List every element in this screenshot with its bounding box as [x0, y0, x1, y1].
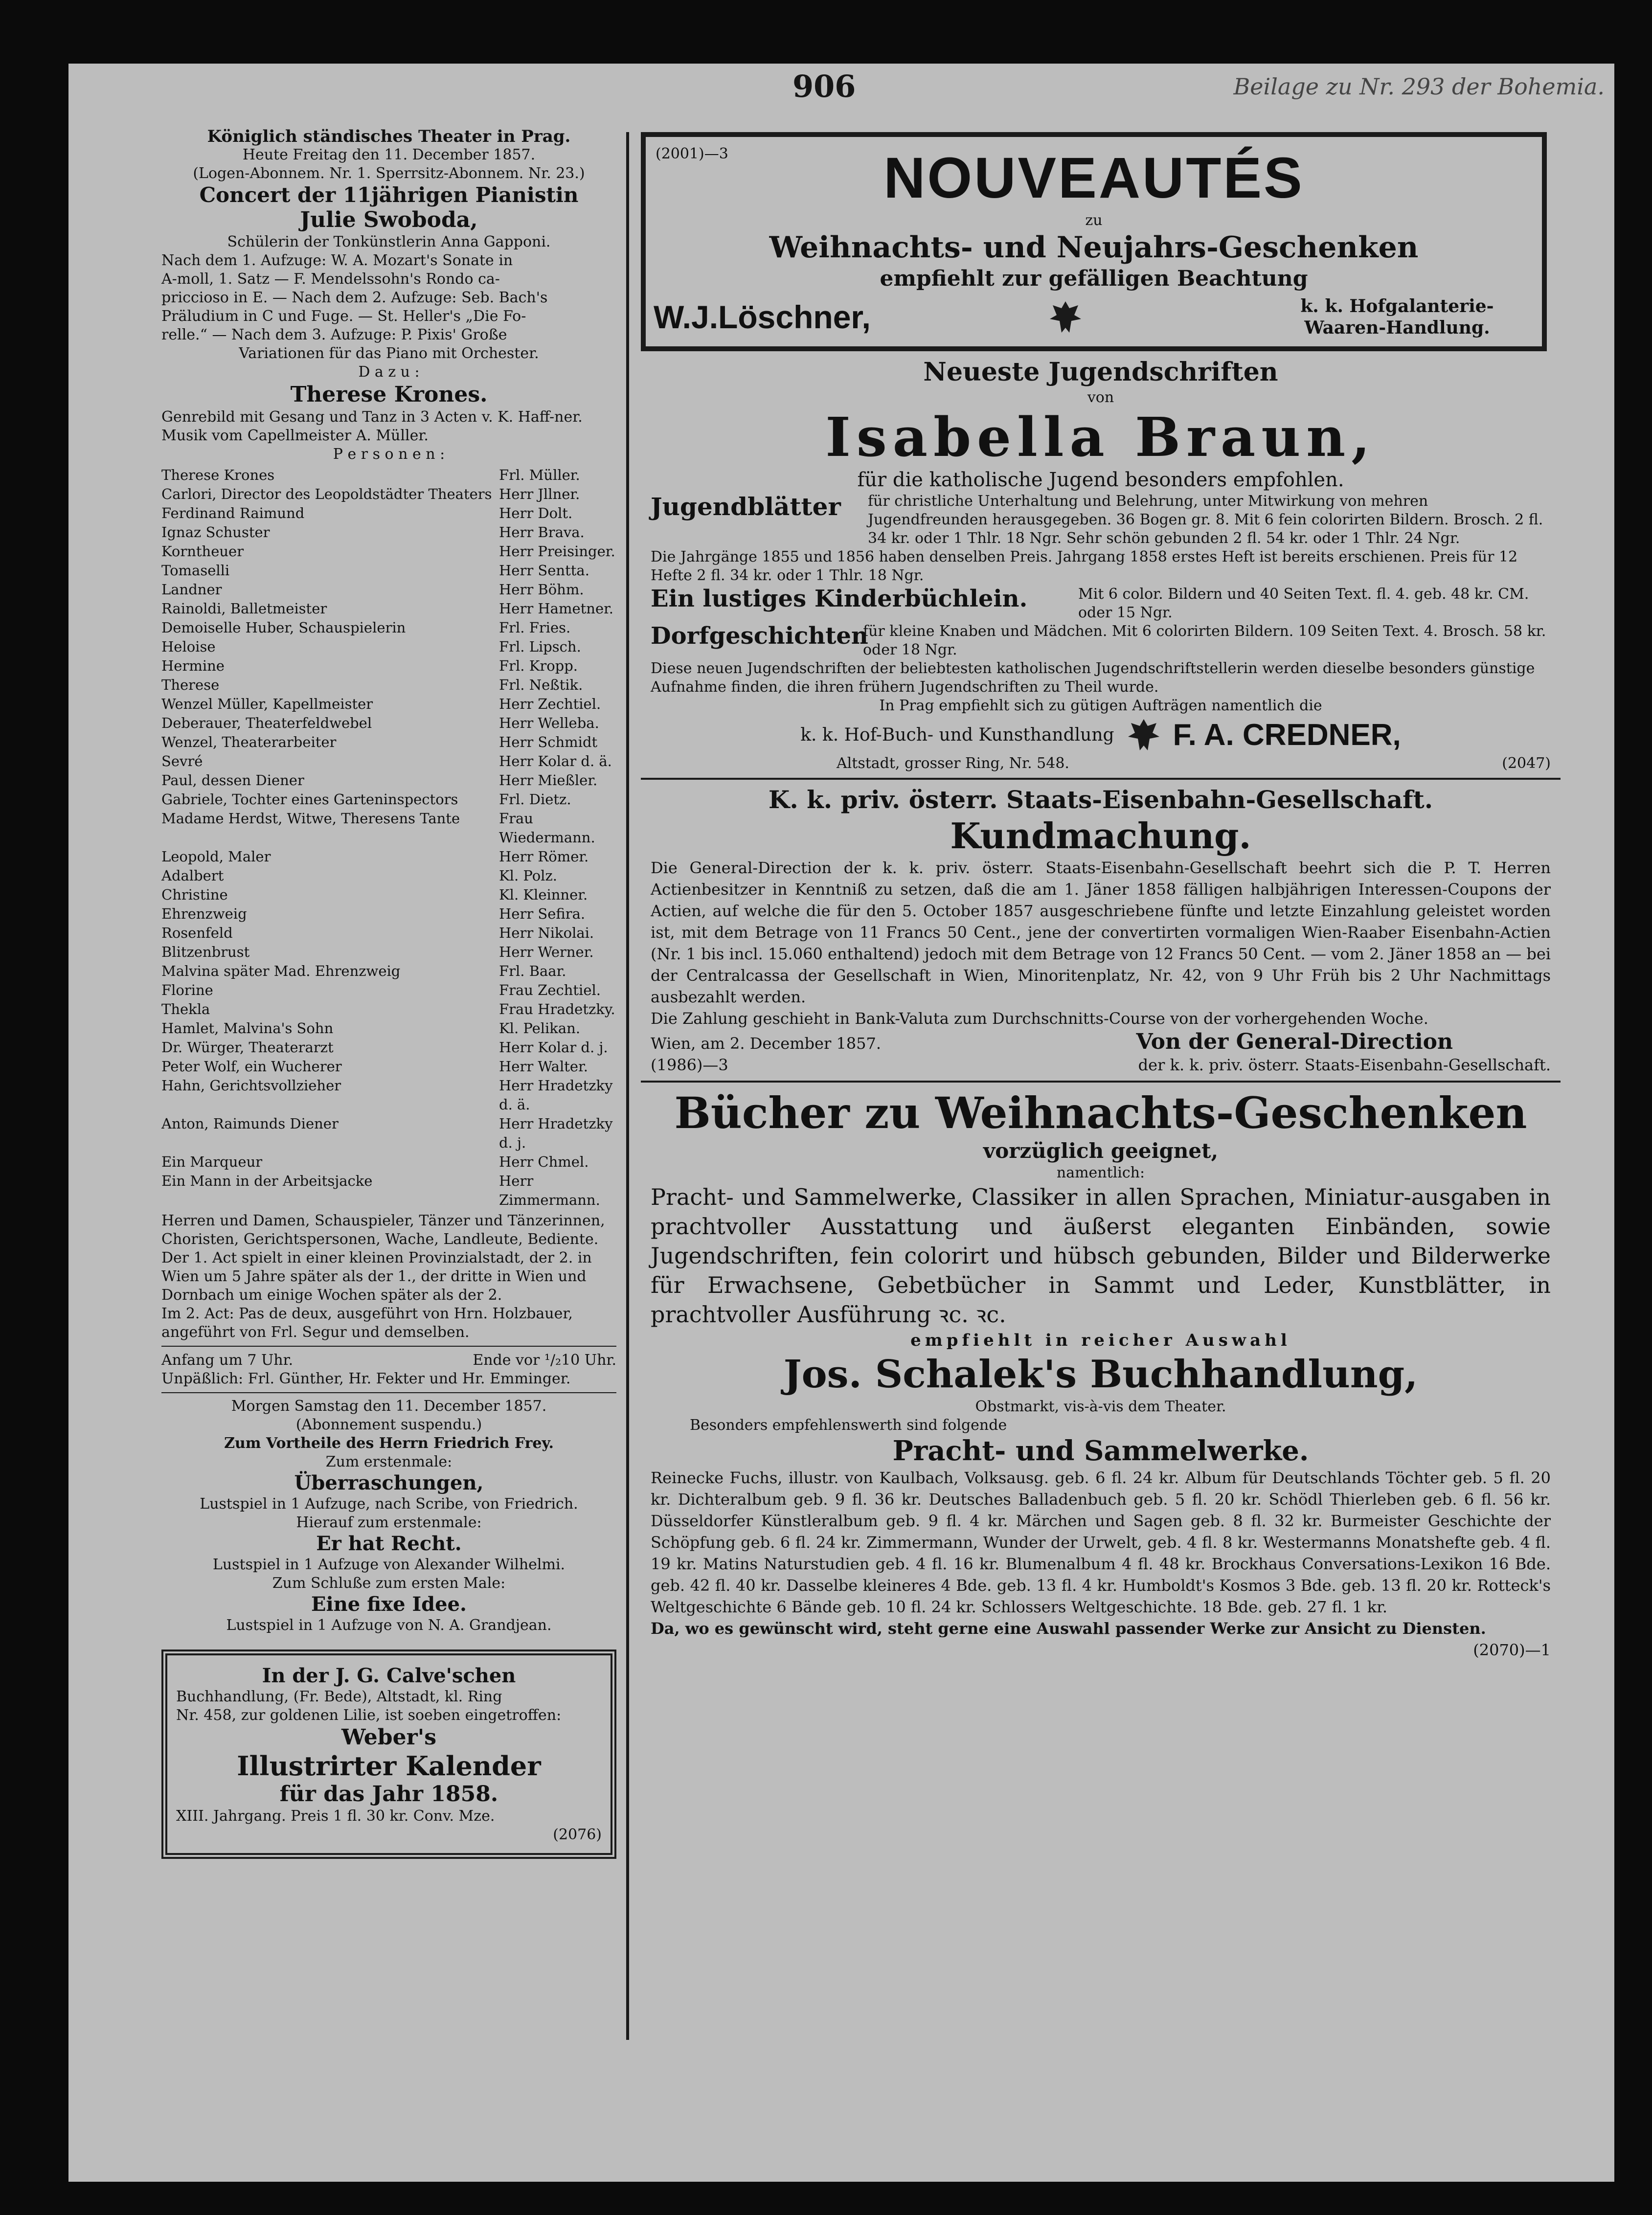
- calve-title2: Illustrirter Kalender: [237, 1750, 541, 1782]
- railway-signature2: der k. k. priv. österr. Staats-Eisenbahn-Gesellschaft.: [1138, 1056, 1551, 1074]
- program-line: relle.“ — Nach dem 3. Aufzuge: P. Pixis' Große: [161, 326, 507, 343]
- cast-row: [161, 580, 616, 599]
- nouveautes-subtitle: Weihnachts- und Neujahrs-Geschenken: [769, 230, 1419, 265]
- nouveautes-number: (2001)—3: [656, 145, 728, 162]
- cast-role: Carlori, Director des Leopoldstädter Theaters: [161, 486, 492, 502]
- books-list: Reinecke Fuchs, illustr. von Kaulbach, Volksausg. geb. 6 fl. 24 kr. Album für Deutschlands Töchter geb. 5 fl. 20 kr. Dichteralbum geb. 9 fl. 36 kr. Deutsches Balladenbuch geb. 5 fl. 20 kr. Schödl Thierleben geb. 6 fl. 56 kr. Düsseldorfer Künstleralbum geb. 9 fl. 4 kr. Märchen und Sagen geb. 8 fl. 32 kr. Burmeister Geschichte der Schöpfung geb. 6 fl. 24 kr. Zimmermann, Wunder der Urwelt, geb. 4 fl. 8 kr. Westermanns Monatshefte geb. 4 fl. 19 kr. Matins Naturstudien geb. 4 fl. 16 kr. Blumenalbum 4 fl. 48 kr. Brockhaus Conversations-Lexikon 16 Bde. geb. 42 fl. 40 kr. Dasselbe kleineres 4 Bde. geb. 13 fl. 4 kr. Humboldt's Kosmos 3 Bde. geb. 13 fl. 20 kr. Rotteck's Weltgeschichte 6 Bände geb. 10 fl. 24 kr. Schlossers Weltgeschichte. 18 Bde. geb. 27 fl. 1 kr.: [651, 1469, 1551, 1616]
- cast-actor: Herr Sentta.: [499, 562, 589, 579]
- cast-row: [161, 981, 616, 1000]
- cast-role: Ein Mann in der Arbeitsjacke: [161, 1173, 373, 1189]
- first-time-label: Zum erstenmale:: [325, 1453, 453, 1470]
- cast-role: Paul, dessen Diener: [161, 772, 304, 789]
- cast-role: Korntheuer: [161, 543, 244, 560]
- divider: [641, 1081, 1561, 1083]
- cast-role: Dr. Würger, Theaterarzt: [161, 1039, 334, 1056]
- cast-row: [161, 695, 616, 714]
- program-line: priccioso in E. — Nach dem 2. Aufzuge: Seb. Bach's: [161, 289, 548, 306]
- cast-role: Peter Wolf, ein Wucherer: [161, 1058, 342, 1075]
- cast-row: [161, 924, 616, 943]
- railway-number: (1986)—3: [651, 1056, 728, 1074]
- cast-actor: Frl. Lipsch.: [499, 638, 581, 655]
- concert-program: [161, 251, 616, 363]
- cast-row: [161, 733, 616, 752]
- cast-row: [161, 676, 616, 695]
- cast-role: Leopold, Maler: [161, 848, 271, 865]
- books-especially: Besonders empfehlenswerth sind folgende: [690, 1417, 1007, 1434]
- nouveautes-advert: [641, 132, 1547, 351]
- cast-actor: Frau Wiedermann.: [499, 810, 595, 846]
- concert-heading: Concert der 11jährigen Pianistin: [199, 183, 579, 207]
- cast-row: [161, 1172, 616, 1210]
- theater-subscription: (Logen-Abonnem. Nr. 1. Sperrsitz-Abonnem. Nr. 23.): [193, 165, 585, 182]
- cast-role: Therese Krones: [161, 467, 275, 483]
- books-footer: Da, wo es gewünscht wird, steht gerne eine Auswahl passender Werke zur Ansicht zu Diensten.: [651, 1619, 1486, 1638]
- kinderbuechlein-title: Ein lustiges Kinderbüchlein.: [651, 585, 1028, 612]
- cast-row: [161, 790, 616, 809]
- braun-advert: [641, 356, 1561, 773]
- railway-body: Die General-Direction der k. k. priv. österr. Staats-Eisenbahn-Gesellschaft beehrt sich die P. T. Herren Actienbesitzer in Kenntniß zu setzen, daß die am 1. Jäner 1858 fälligen halbjährigen Interessen-Coupons der Actien, auf welche die für den 5. October 1857 ausgeschriebene fünfte und letzte Einzahlung geleistet worden ist, mit dem Betrage von 11 Francs 50 Cent., jene der convertirten vormaligen Wien-Raaber Eisenbahn-Actien (Nr. 1 bis incl. 15.060 enthaltend) jedoch mit dem Betrage von 12 Francs 50 Cent. — vom 2. Jäner 1858 an — bei der Centralcassa der Gesellschaft in Wien, Minoritenplatz, Nr. 42, von 9 Uhr Früh bis 2 Uhr Nachmittags ausbezahlt werden.: [651, 859, 1551, 1006]
- dorfgeschichten-desc: für kleine Knaben und Mädchen. Mit 6 colorirten Bildern. 109 Seiten Text. 4. Brosch. 58 kr. oder 18 Ngr.: [863, 623, 1546, 658]
- theater-column: [161, 127, 616, 2035]
- braun-von: von: [1087, 389, 1114, 406]
- braun-heading: Neueste Jugendschriften: [923, 357, 1278, 387]
- braun-prag: In Prag empfiehlt sich zu gütigen Aufträgen namentlich die: [879, 697, 1322, 714]
- zu-label: zu: [1085, 212, 1103, 229]
- cast-actor: Herr Jllner.: [499, 486, 580, 502]
- cast-actor: Herr Mießler.: [499, 772, 598, 789]
- play1-desc: Lustspiel in 1 Aufzuge, nach Scribe, von Friedrich.: [200, 1495, 578, 1513]
- cast-row: [161, 771, 616, 790]
- cast-role: Ferdinand Raimund: [161, 505, 305, 521]
- play2-title: Er hat Recht.: [316, 1532, 462, 1555]
- calve-line1: In der J. G. Calve'schen: [262, 1664, 516, 1687]
- cast-actor: Herr Zechtiel.: [499, 696, 601, 712]
- books-recommend: empfiehlt in reicher Auswahl: [910, 1331, 1291, 1350]
- cast-row: [161, 752, 616, 771]
- jugendblaetter-desc: für christliche Unterhaltung und Belehrung, unter Mitwirkung von mehren Jugendfreunden herausgegeben. 36 Bogen gr. 8. Mit 6 fein colorirten Bildern. Brosch. 2 fl. 34 kr. oder 1 Thlr. 18 Ngr. Sehr schön gebunden 2 fl. 54 kr. oder 1 Thlr. 24 Ngr.: [868, 493, 1543, 547]
- cast-row: [161, 809, 616, 847]
- program-line: A-moll, 1. Satz — F. Mendelssohn's Rondo ca-: [161, 271, 500, 288]
- cast-row: [161, 599, 616, 618]
- cast-role: Christine: [161, 886, 228, 903]
- cast-row: [161, 866, 616, 885]
- cast-actor: Frl. Kropp.: [499, 657, 578, 674]
- cast-actor: Herr Hametner.: [499, 600, 614, 617]
- play1-title: Überraschungen,: [294, 1471, 484, 1494]
- cast-row: [161, 1076, 616, 1114]
- cast-row: [161, 504, 616, 523]
- cast-row: [161, 1000, 616, 1019]
- cast-row: [161, 904, 616, 924]
- play-title: Therese Krones.: [290, 382, 488, 407]
- cast-role: Demoiselle Huber, Schauspielerin: [161, 619, 406, 636]
- cast-role: Wenzel, Theaterarbeiter: [161, 734, 337, 750]
- act2-line: Im 2. Act: Pas de deux, ausgeführt von Hrn. Holzbauer, angeführt von Frl. Segur und demselben.: [161, 1305, 573, 1341]
- cast-row: [161, 561, 616, 580]
- cast-role: Gabriele, Tochter eines Garteninspectors: [161, 791, 458, 808]
- then-label: Hierauf zum erstenmale:: [296, 1514, 482, 1531]
- cast-actor: Herr Chmel.: [499, 1153, 589, 1170]
- cast-role: Anton, Raimunds Diener: [161, 1115, 339, 1132]
- calve-line3: Nr. 458, zur goldenen Lilie, ist soeben eingetroffen:: [176, 1707, 562, 1724]
- loeschner-row: [654, 295, 1534, 339]
- books-paragraph: Pracht- und Sammelwerke, Classiker in allen Sprachen, Miniatur-ausgaben in prachtvoller Ausstattung und äußerst eleganten Einbänden, sowie Jugendschriften, fein colorirt und hübsch gebunden, Bilder und Bilderwerke für Erwachsene, Gebetbücher in Sammt und Leder, Kunstblätter, in prachtvoller Ausführung ꝛc. ꝛc.: [651, 1184, 1551, 1328]
- program-line: Variationen für das Piano mit Orchester.: [239, 345, 539, 362]
- braun-author: Isabella Braun,: [825, 406, 1376, 469]
- cast-actor: Herr Römer.: [499, 848, 589, 865]
- cast-actor: Herr Werner.: [499, 944, 594, 960]
- railway-signature: Von der General-Direction: [1136, 1029, 1453, 1054]
- jugendblaetter-title: Jugendblätter: [651, 492, 841, 521]
- play-description: Genrebild mit Gesang und Tanz in 3 Acten v. K. Haff-ner. Musik vom Capellmeister A. Müller.: [161, 408, 583, 444]
- railway-sign-row2: [651, 1054, 1551, 1076]
- railway-date: Wien, am 2. December 1857.: [651, 1034, 882, 1053]
- calve-title3: für das Jahr 1858.: [279, 1782, 498, 1807]
- divider: [161, 1346, 616, 1347]
- cast-role: Hermine: [161, 657, 225, 674]
- calve-foot: XIII. Jahrgang. Preis 1 fl. 30 kr. Conv. Mze.: [176, 1808, 495, 1825]
- credner-address-row: [651, 754, 1551, 773]
- ill-line: Unpäßlich: Frl. Günther, Hr. Fekter und Hr. Emminger.: [161, 1370, 571, 1387]
- cast-role: Madame Herdst, Witwe, Theresens Tante: [161, 810, 460, 827]
- play2-desc: Lustspiel in 1 Aufzuge von Alexander Wilhelmi.: [212, 1556, 566, 1573]
- column-rule: [626, 132, 629, 2040]
- cast-role: Hahn, Gerichtsvollzieher: [161, 1077, 341, 1094]
- credner-number: (2047): [1502, 755, 1551, 772]
- play3-title: Eine fixe Idee.: [311, 1593, 467, 1616]
- cast-role: Blitzenbrust: [161, 944, 250, 960]
- dorfgeschichten-title: Dorfgeschichten: [651, 622, 868, 650]
- railway-advert: [641, 785, 1561, 1076]
- kinderbuechlein-item: [651, 585, 1551, 622]
- cast-row: [161, 1114, 616, 1153]
- credner-shop: k. k. Hof-Buch- und Kunsthandlung: [800, 724, 1114, 745]
- cast-actor: Frl. Neßtik.: [499, 677, 583, 693]
- program-line: Nach dem 1. Aufzuge: W. A. Mozart's Sonate in: [161, 252, 513, 269]
- cast-actor: Herr Welleba.: [499, 715, 599, 731]
- braun-note: Diese neuen Jugendschriften der beliebtesten katholischen Jugendschriftstellerin werden dieselbe besonders günstige Aufnahme finden, die ihren frühern Jugendschriften zu Theil wurde.: [651, 660, 1535, 696]
- cast-actor: Herr Preisinger.: [499, 543, 615, 560]
- cast-actor: Herr Böhm.: [499, 581, 584, 598]
- cast-role: Therese: [161, 677, 220, 693]
- cast-list: [161, 466, 616, 1210]
- cast-row: [161, 1057, 616, 1076]
- cast-role: Ein Marqueur: [161, 1153, 263, 1170]
- running-title: Beilage zu Nr. 293 der Bohemia.: [1233, 73, 1605, 100]
- cast-actor: Herr Nikolai.: [499, 925, 594, 941]
- setting-line: Der 1. Act spielt in einer kleinen Provinzialstadt, der 2. in Wien um 5 Jahre später als der 1., der dritte in Wien und Dornbach um einige Wochen später als der 2.: [161, 1249, 592, 1304]
- schalek-name: Jos. Schalek's Buchhandlung,: [783, 1352, 1418, 1397]
- cast-actor: Frau Hradetzky.: [499, 1001, 615, 1017]
- jugendblaetter-item: [651, 492, 1551, 548]
- cast-role: Thekla: [161, 1001, 210, 1017]
- cast-row: [161, 618, 616, 637]
- cast-actor: Herr Hradetzky d. ä.: [499, 1077, 613, 1113]
- railway-sign-row: [651, 1029, 1551, 1054]
- program-line: Präludium in C und Fuge. — St. Heller's „Die Fo-: [161, 308, 526, 325]
- credner-row: [651, 715, 1551, 754]
- cast-actor: Herr Dolt.: [499, 505, 573, 521]
- cast-role: Sevré: [161, 753, 203, 769]
- cast-row: [161, 523, 616, 542]
- cast-row: [161, 885, 616, 904]
- cast-row: [161, 637, 616, 656]
- books-category: Pracht- und Sammelwerke.: [892, 1435, 1309, 1467]
- cast-row: [161, 714, 616, 733]
- cast-row: [161, 1153, 616, 1172]
- railway-title: Kundmachung.: [950, 815, 1251, 857]
- play3-desc: Lustspiel in 1 Aufzuge von N. A. Grandjean.: [226, 1617, 552, 1634]
- cast-role: Tomaselli: [161, 562, 230, 579]
- cast-actor: Herr Schmidt: [499, 734, 598, 750]
- theater-title: Königlich ständisches Theater in Prag.: [207, 127, 571, 146]
- loeschner-firm: k. k. Hofgalanterie-Waaren-Handlung.: [1300, 296, 1494, 338]
- cast-row: [161, 542, 616, 561]
- jugendblaetter-extra: Die Jahrgänge 1855 und 1856 haben denselben Preis. Jahrgang 1858 erstes Heft ist bereits erschienen. Preis für 12 Hefte 2 fl. 34 kr. oder 1 Thlr. 18 Ngr.: [651, 548, 1518, 584]
- cast-row: [161, 656, 616, 676]
- cast-role: Ehrenzweig: [161, 905, 247, 922]
- benefit-line: Zum Vortheile des Herrn Friedrich Frey.: [224, 1435, 554, 1452]
- divider: [641, 778, 1561, 780]
- books-number: (2070)—1: [1473, 1641, 1551, 1659]
- cast-actor: Herr Walter.: [499, 1058, 588, 1075]
- page-number: 906: [792, 68, 856, 104]
- cast-actor: Frl. Müller.: [499, 467, 580, 483]
- kinderbuechlein-desc: Mit 6 color. Bildern und 40 Seiten Text. fl. 4. geb. 48 kr. CM. oder 15 Ngr.: [1078, 586, 1529, 621]
- cast-row: [161, 466, 616, 485]
- cast-role: Deberauer, Theaterfeldwebel: [161, 715, 372, 731]
- cast-actor: Frl. Dietz.: [499, 791, 571, 808]
- books-title: Bücher zu Weihnachts-Geschenken: [674, 1087, 1527, 1138]
- cast-row: [161, 485, 616, 504]
- closing-label: Zum Schluße zum ersten Male:: [272, 1575, 506, 1592]
- cast-actor: Kl. Pelikan.: [499, 1020, 581, 1037]
- start-time: Anfang um 7 Uhr.: [161, 1352, 294, 1369]
- calve-number: (2076): [553, 1826, 602, 1843]
- books-namentlich: namentlich:: [1056, 1164, 1145, 1181]
- calve-advert: [161, 1650, 616, 1859]
- braun-for: für die katholische Jugend besonders empfohlen.: [857, 469, 1344, 491]
- dazu-label: D a z u :: [358, 363, 420, 381]
- cast-row: [161, 962, 616, 981]
- pupil-line: Schülerin der Tonkünstlerin Anna Gapponi.: [227, 233, 551, 250]
- cast-actor: Herr Kolar d. j.: [499, 1039, 608, 1056]
- double-eagle-icon: [1124, 715, 1163, 754]
- cast-actor: Frau Zechtiel.: [499, 982, 601, 998]
- divider: [161, 1392, 616, 1393]
- dorfgeschichten-item: [651, 622, 1551, 659]
- cast-actor: Herr Hradetzky d. j.: [499, 1115, 613, 1151]
- pianist-name: Julie Swoboda,: [300, 207, 478, 232]
- cast-row: [161, 847, 616, 866]
- cast-row: [161, 943, 616, 962]
- cast-actor: Kl. Polz.: [499, 867, 557, 884]
- cast-role: Florine: [161, 982, 213, 998]
- theater-date: Heute Freitag den 11. December 1857.: [242, 146, 536, 163]
- schalek-advert: [641, 1087, 1561, 1661]
- credner-name: F. A. CREDNER,: [1173, 718, 1401, 752]
- books-subtitle: vorzüglich geeignet,: [983, 1139, 1219, 1163]
- cast-role: Ignaz Schuster: [161, 524, 270, 541]
- end-time: Ende vor ¹/₂10 Uhr.: [473, 1352, 616, 1369]
- cast-role: Rosenfeld: [161, 925, 233, 941]
- cast-actor: Frl. Fries.: [499, 619, 571, 636]
- tomorrow-line: Morgen Samstag den 11. December 1857.: [231, 1398, 547, 1415]
- railway-company: K. k. priv. österr. Staats-Eisenbahn-Gesellschaft.: [768, 785, 1433, 814]
- cast-row: [161, 1038, 616, 1057]
- cast-role: Rainoldi, Balletmeister: [161, 600, 327, 617]
- nouveautes-title: NOUVEAUTÉS: [883, 146, 1304, 210]
- ads-column: [641, 132, 1561, 1661]
- cast-actor: Herr Zimmermann.: [499, 1173, 600, 1208]
- railway-body2: Die Zahlung geschieht in Bank-Valuta zum Durchschnitts-Course von der vorhergehenden Woche.: [651, 1009, 1428, 1028]
- calve-line2: Buchhandlung, (Fr. Bede), Altstadt, kl. Ring: [176, 1688, 502, 1705]
- cast-role: Wenzel Müller, Kapellmeister: [161, 696, 373, 712]
- extras-line: Herren und Damen, Schauspieler, Tänzer und Tänzerinnen, Choristen, Gerichtspersonen, Wache, Landleute, Bediente.: [161, 1212, 605, 1248]
- cast-actor: Frl. Baar.: [499, 963, 566, 979]
- cast-row: [161, 1019, 616, 1038]
- loeschner-name: W.J.Löschner,: [654, 299, 871, 335]
- credner-address: Altstadt, grosser Ring, Nr. 548.: [837, 755, 1069, 772]
- nouveautes-recommend: empfiehlt zur gefälligen Beachtung: [880, 266, 1308, 291]
- cast-role: Landner: [161, 581, 222, 598]
- double-eagle-icon: [1046, 297, 1085, 337]
- schalek-address: Obstmarkt, vis-à-vis dem Theater.: [975, 1398, 1226, 1415]
- cast-actor: Herr Brava.: [499, 524, 585, 541]
- cast-actor: Herr Kolar d. ä.: [499, 753, 612, 769]
- cast-actor: Kl. Kleinner.: [499, 886, 588, 903]
- cast-role: Adalbert: [161, 867, 224, 884]
- cast-role: Hamlet, Malvina's Sohn: [161, 1020, 334, 1037]
- cast-role: Heloise: [161, 638, 216, 655]
- calve-title1: Weber's: [341, 1725, 436, 1750]
- cast-actor: Herr Sefira.: [499, 905, 586, 922]
- abonnement-line: (Abonnement suspendu.): [295, 1416, 482, 1433]
- cast-role: Malvina später Mad. Ehrenzweig: [161, 963, 401, 979]
- personen-label: P e r s o n e n :: [333, 446, 445, 463]
